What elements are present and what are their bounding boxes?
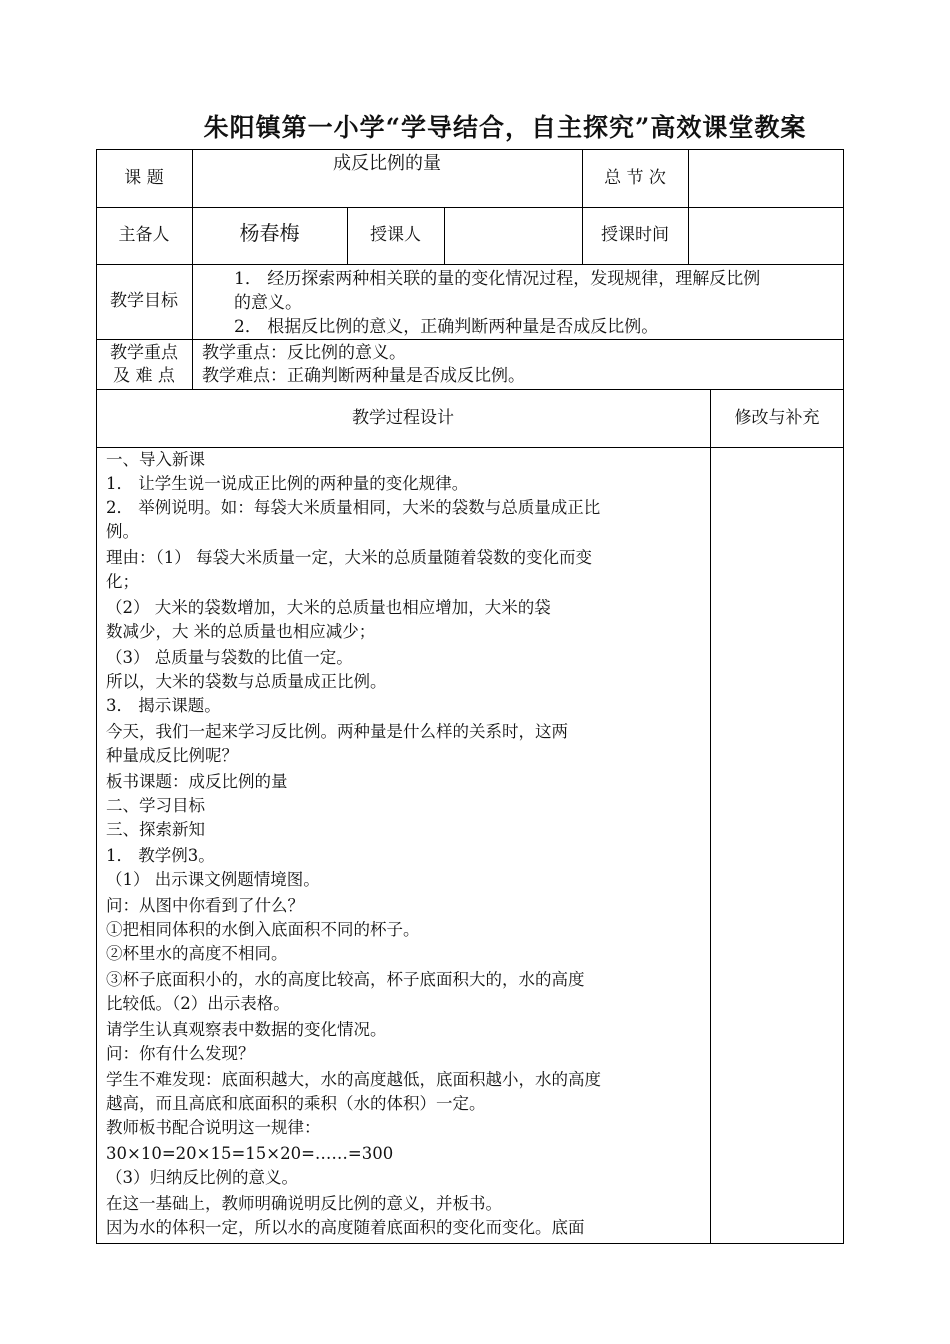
col-divider [710,389,711,1244]
process-line: 1． 教学例3。 [106,846,215,865]
row-divider [96,264,844,265]
col-divider [688,149,689,264]
total-sessions-label: 总 节 次 [604,168,666,188]
process-line: 二、学习目标 [106,796,205,815]
process-line: 问：你有什么发现？ [106,1044,255,1063]
goal-line: 2． 根据反比例的意义，正确判断两种量是否成反比例。 [234,317,659,337]
process-line: ①把相同体积的水倒入底面积不同的杯子。 [106,920,420,939]
process-line: 学生不难发现：底面积越大，水的高度越低，底面积越小，水的高度 [106,1070,601,1089]
process-design-heading: 教学过程设计 [352,408,454,428]
process-line: （1） 出示课文例题情境图。 [106,870,320,889]
key-point-line: 教学难点：正确判断两种量是否成反比例。 [202,366,525,386]
goal-line: 1． 经历探索两种相关联的量的变化情况过程，发现规律，理解反比例 [234,269,761,289]
process-line: 三、探索新知 [106,820,205,839]
lesson-plan-table [96,149,844,1244]
key-label-line-1: 教学重点 [110,343,178,363]
topic-label: 课 题 [124,168,164,188]
process-line: （3）归纳反比例的意义。 [106,1168,298,1187]
process-line: 比较低。（2）出示表格。 [106,994,290,1013]
row-divider [96,339,844,340]
topic-value: 成反比例的量 [333,153,441,174]
process-line: （3） 总质量与袋数的比值一定。 [106,648,353,667]
preparer-value: 杨春梅 [239,221,300,245]
process-line: 3． 揭示课题。 [106,696,221,715]
process-line: 30×10=20×15=15×20=……=300 [106,1144,394,1163]
process-line: 请学生认真观察表中数据的变化情况。 [106,1020,387,1039]
goals-label: 教学目标 [110,291,178,311]
process-line: 1． 让学生说一说成正比例的两种量的变化规律。 [106,474,469,493]
process-line: 数减少，大 米的总质量也相应减少； [106,622,376,641]
col-divider [192,149,193,389]
process-body [106,448,706,1238]
row-divider [96,207,844,208]
lesson-time-label: 授课时间 [601,225,669,245]
process-line: 所以，大米的袋数与总质量成正比例。 [106,672,387,691]
process-line: 板书课题：成反比例的量 [106,772,288,791]
table-border-right [843,149,844,1244]
process-line: ③杯子底面积小的，水的高度比较高，杯子底面积大的，水的高度 [106,970,585,989]
process-line: 化； [106,572,139,591]
row-divider [96,389,844,390]
process-line: （2） 大米的袋数增加，大米的总质量也相应增加，大米的袋 [106,598,551,617]
process-line: 理由：（1） 每袋大米质量一定，大米的总质量随着袋数的变化而变 [106,548,592,567]
teacher-label: 授课人 [370,225,421,245]
col-divider [444,207,445,264]
process-line: 教师板书配合说明这一规律： [106,1118,321,1137]
table-border-top [96,149,844,150]
key-point-line: 教学重点：反比例的意义。 [202,343,406,363]
process-line: 今天，我们一起来学习反比例。两种量是什么样的关系时，这两 [106,722,568,741]
preparer-label: 主备人 [118,225,170,245]
process-line: 例。 [106,522,139,541]
process-line: ②杯里水的高度不相同。 [106,944,288,963]
page-title: 朱阳镇第一小学“学导结合，自主探究”高效课堂教案 [203,113,807,142]
process-line: 一、导入新课 [106,450,205,469]
table-border-left [96,149,97,1244]
process-line: 因为水的体积一定，所以水的高度随着底面积的变化而变化。底面 [106,1218,585,1237]
revise-heading: 修改与补充 [734,408,820,428]
process-line: 问：从图中你看到了什么？ [106,896,304,915]
table-border-bottom [96,1243,844,1244]
process-line: 种量成反比例呢？ [106,746,238,765]
goal-line: 的意义。 [234,293,302,313]
process-line: 2． 举例说明。如：每袋大米质量相同，大米的袋数与总质量成正比 [106,498,601,517]
process-line: 越高，而且高底和底面积的乘积（水的体积）一定。 [106,1094,486,1113]
key-label-line-2: 及 难 点 [113,366,175,386]
process-line: 在这一基础上，教师明确说明反比例的意义，并板书。 [106,1194,502,1213]
